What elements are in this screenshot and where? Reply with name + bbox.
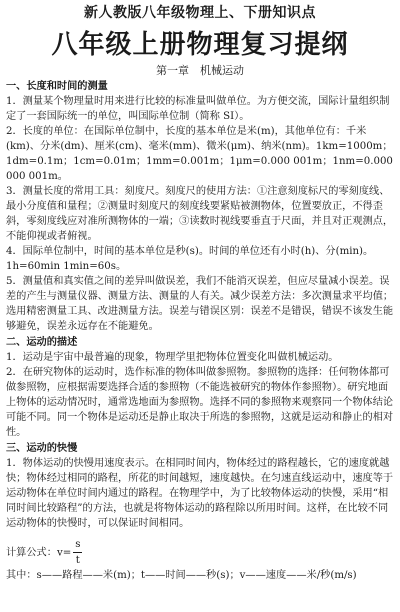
section-heading-motion: 二、运动的描述 [6,336,78,348]
document-main-title: 八年级上册物理复习提纲 [51,30,349,60]
formula-variable-legend: 其中：s——路程——米(m)；t——时间——秒(s)；v——速度——米/秒(m/s) [6,570,357,581]
paragraph-mechanical-motion: 1．运动是宇宙中最普遍的现象，物理学里把物体位置变化叫做机械运动。 [6,352,339,363]
section-heading-length-time: 一、长度和时间的测量 [6,80,108,92]
paragraph-reference-frame: 2．在研究物体的运动时，选作标准的物体叫做参照物。参照物的选择：任何物体都可做参照物，应根据需要选择合适的参照物（不能选被研究的物体作参照物）。研究地面上物体的运动情况时，通常选地面为参照物。选择不同的参照物来观察同一个物体结论可能不同。同一个物体是运动还是静止取决于所选的参照物，这就是运动和静止的相对性。 [6,367,394,438]
paragraph-speed: 1．物体运动的快慢用速度表示。在相同时间内，物体经过的路程越长，它的速度就越快；物体经过相同的路程，所花的时间越短，速度越快。在匀速直线运动中，速度等于运动物体在单位时间内通过的路程。在物理学中，为了比较物体运动的快慢，采用“相同时间比较路程”的方法，也就是将物体运动的路程除以所用时间。这样，在比较不同运动物体的快慢时，可以保证时间相同。 [6,458,394,529]
paragraph-unit-definition: 1．测量某个物理量时用来进行比较的标准量叫做单位。为方便交流，国际计量组织制定了一套国际统一的单位，叫国际单位制（简称 SI）。 [6,96,390,122]
paragraph-time-units: 4．国际单位制中，时间的基本单位是秒(s)。时间的单位还有小时(h)、分(min)。1h=60min 1min=60s。 [6,246,374,272]
section-heading-speed: 三、运动的快慢 [6,442,78,454]
speed-formula [6,537,394,568]
document-top-title: 新人教版八年级物理上、下册知识点 [84,5,316,21]
document-page [0,2,400,612]
formula-denominator: t [75,555,80,566]
paragraph-error: 5．测量值和真实值之间的差异叫做误差，我们不能消灭误差，但应尽量减小误差。误差的产生与测量仪器、测量方法、测量的人有关。减少误差方法：多次测量求平均值；选用精密测量工具、改进测量方法。误差与错误区别：误差不是错误，错误不该发生能够避免，误差永远存在不能避免。 [6,276,394,332]
paragraph-length-units: 2．长度的单位：在国际单位制中，长度的基本单位是米(m)，其他单位有：千米(km)、分米(dm)、厘米(cm)、毫米(mm)、微米(μm)、纳米(nm)。1km=1000m；1dm=0.1m；1cm=0.01m；1mm=0.001m；1μm=0.000 001m；1nm=0.000 000 001m。 [6,126,393,182]
formula-lhs: v= [56,547,72,559]
formula-label: 计算公式： [6,547,57,559]
formula-fraction [73,537,82,568]
formula-numerator: s [73,537,82,553]
paragraph-ruler-usage: 3．测量长度的常用工具：刻度尺。刻度尺的使用方法：①注意刻度标尺的零刻度线、最小分度值和量程；②测量时刻度尺的刻度线要紧贴被测物体，位置要放正，不得歪斜，零刻度线应对准所测物体的一端；③读数时视线要垂直于尺面，并且对正观测点，不能仰视或者俯视。 [6,186,394,242]
document-body [0,79,400,583]
chapter-heading: 第一章 机械运动 [156,64,244,77]
